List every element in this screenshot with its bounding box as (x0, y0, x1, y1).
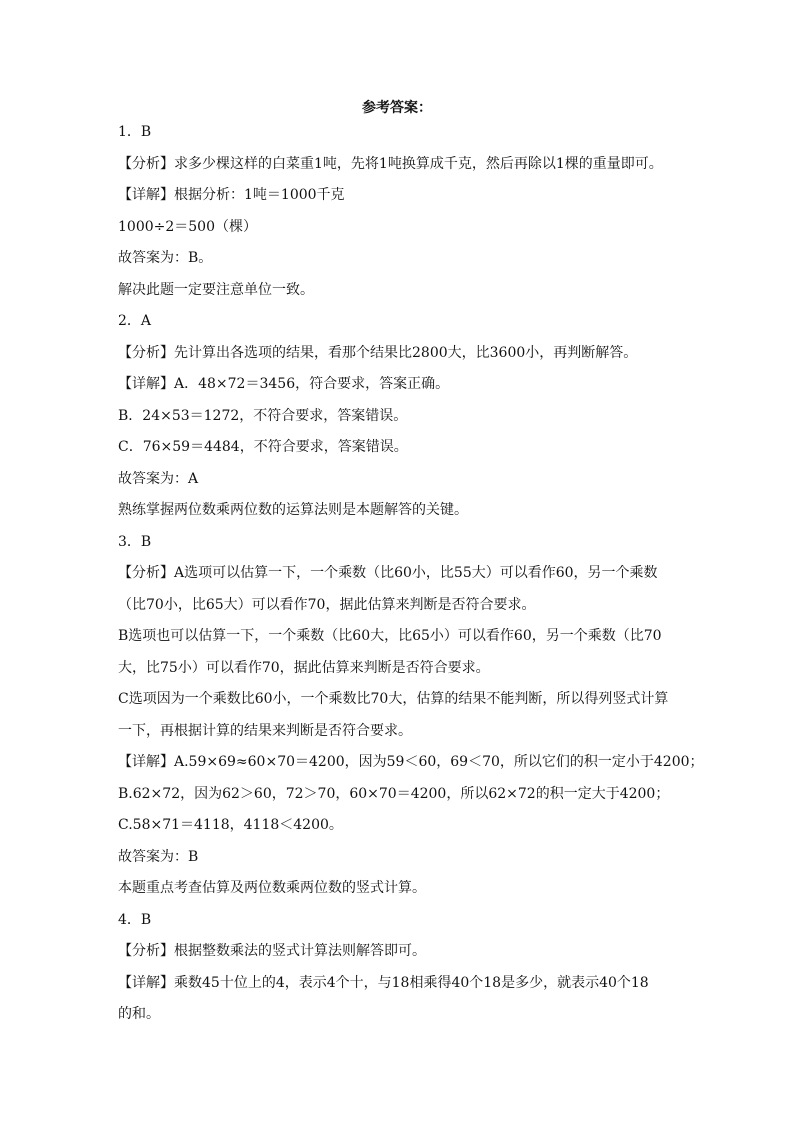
text-line: 大，比75小）可以看作70，据此估算来判断是否符合要求。 (118, 659, 490, 676)
text-line: C．76×59＝4484，不符合要求，答案错误。 (118, 439, 408, 455)
text-line: 故答案为：B (118, 848, 199, 865)
text-line: 的和。 (118, 1006, 160, 1022)
answer-key-title: 参考答案： (362, 100, 432, 116)
text-line: 【分析】A选项可以估算一下，一个乘数（比60小，比55大）可以看作60，另一个乘数 (118, 565, 658, 581)
text-line: 【详解】乘数45十位上的4，表示4个十，与18相乘得40个18是多少，就表示40个18 (118, 974, 649, 991)
text-line: 【详解】A.59×69≈60×70＝4200，因为59＜60，69＜70，所以它们的积一定小于4200； (118, 754, 704, 770)
answer-body (118, 123, 704, 1037)
text-line: 熟练掌握两位数乘两位数的运算法则是本题解答的关键。 (118, 502, 468, 518)
text-line: B.62×72，因为62＞60，72＞70，60×70＝4200，所以62×72的积一定大于4200； (118, 785, 670, 802)
text-line: 解决此题一定要注意单位一致。 (118, 281, 314, 298)
text-line: （比70小，比65大）可以看作70，据此估算来判断是否符合要求。 (118, 596, 536, 613)
text-line: 1．B (118, 124, 152, 140)
text-line: 4．B (118, 911, 152, 928)
text-line: 3．B (118, 533, 152, 550)
text-line: 2．A (118, 313, 152, 329)
text-line: 一下，再根据计算的结果来判断是否符合要求。 (118, 722, 412, 739)
text-line: 故答案为：A (118, 470, 199, 487)
text-line: B．24×53＝1272，不符合要求，答案错误。 (118, 407, 408, 424)
text-line: B选项也可以估算一下，一个乘数（比60大，比65小）可以看作60，另一个乘数（比70 (118, 628, 662, 644)
text-line: 故答案为：B。 (118, 250, 213, 266)
text-line: 【分析】求多少棵这样的白菜重1吨，先将1吨换算成千克，然后再除以1棵的重量即可。 (118, 155, 663, 172)
text-line: C选项因为一个乘数比60小，一个乘数比70大，估算的结果不能判断，所以得列竖式计算 (118, 691, 669, 707)
text-line: 【详解】根据分析：1吨＝1000千克 (118, 187, 345, 203)
text-line: 【详解】A．48×72＝3456，符合要求，答案正确。 (118, 376, 450, 392)
text-line: 本题重点考查估算及两位数乘两位数的竖式计算。 (118, 880, 426, 896)
text-line: 【分析】先计算出各选项的结果，看那个结果比2800大，比3600小，再判断解答。 (118, 344, 638, 361)
text-line: 1000÷2＝500（棵） (118, 218, 257, 235)
text-line: 【分析】根据整数乘法的竖式计算法则解答即可。 (118, 943, 426, 959)
text-line: C.58×71＝4118，4118＜4200。 (118, 817, 343, 833)
